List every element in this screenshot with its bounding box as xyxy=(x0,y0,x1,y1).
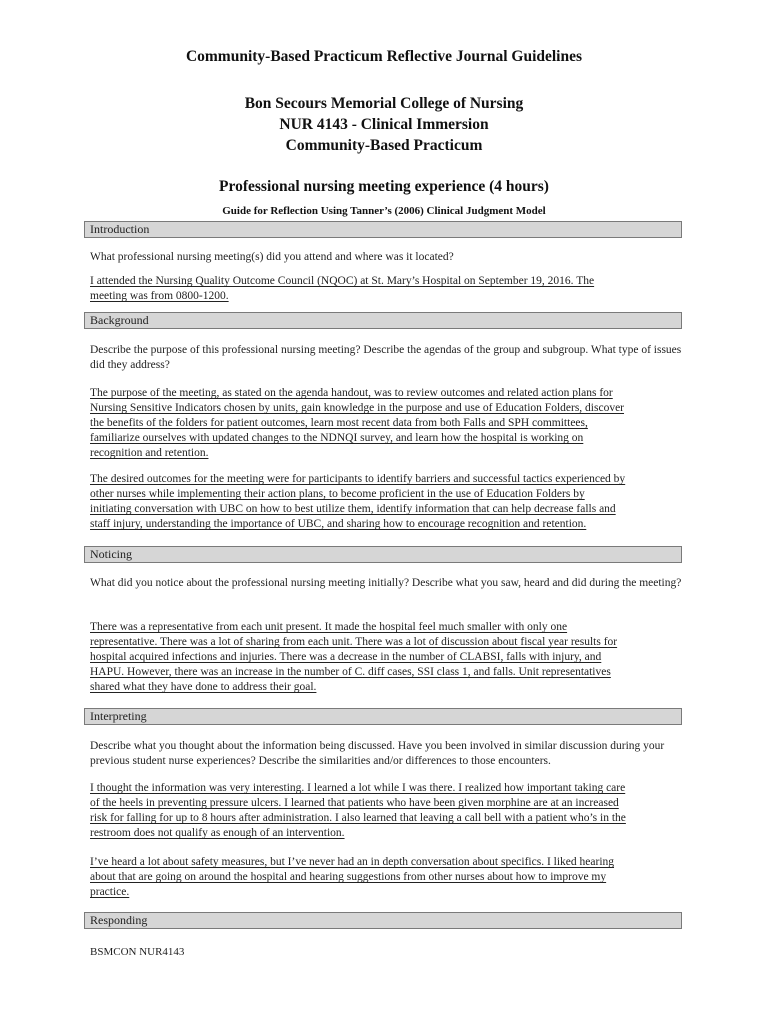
answer-line: other nurses while implementing their action plans, to become proficient in the use of Education Folders by xyxy=(90,488,585,500)
answer-line: shared what they have done to address their goal. xyxy=(90,681,317,693)
interpreting-answer-2 xyxy=(90,855,686,900)
answer-line: practice. xyxy=(90,886,130,898)
answer-line: of the heels in preventing pressure ulcers. I learned that patients who have been given morphine are at an increased xyxy=(90,797,619,809)
interpreting-question: Describe what you thought about the information being discussed. Have you been involved in similar discussion during your previous student nurse experiences? Describe the similarities and/or differences to those encounters. xyxy=(90,740,665,767)
answer-line: I attended the Nursing Quality Outcome Council (NQOC) at St. Mary’s Hospital on September 19, 2016. The xyxy=(90,275,595,287)
experience-title: Professional nursing meeting experience (4 hours) xyxy=(219,178,549,195)
answer-line: hospital acquired infections and injuries. There was a decrease in the number of CLABSI, falls with injury, and xyxy=(90,651,602,663)
noticing-answer xyxy=(90,620,686,695)
answer-line: restroom does not qualify as enough of an intervention. xyxy=(90,827,345,839)
introduction-answer xyxy=(90,274,686,304)
answer-line: I thought the information was very interesting. I learned a lot while I was there. I realized how important taking care xyxy=(90,782,626,794)
noticing-question: What did you notice about the professional nursing meeting initially? Describe what you saw, heard and did during the meeting? xyxy=(90,577,682,589)
answer-line: Nursing Sensitive Indicators chosen by units, gain knowledge in the purpose and use of Education Folders, discover xyxy=(90,402,625,414)
answer-line: meeting was from 0800-1200. xyxy=(90,290,229,302)
answer-line: I’ve heard a lot about safety measures, but I’ve never had an in depth conversation about specifics. I liked hearing xyxy=(90,856,615,868)
interpreting-answer-1 xyxy=(90,781,686,841)
page-footer: BSMCON NUR4143 xyxy=(90,946,185,958)
section-header-responding: Responding xyxy=(84,912,682,929)
answer-line: The purpose of the meeting, as stated on the agenda handout, was to review outcomes and related action plans for xyxy=(90,387,613,399)
answer-line: representative. There was a lot of sharing from each unit. There was a lot of discussion about fiscal year results for xyxy=(90,636,618,648)
section-header-noticing: Noticing xyxy=(84,546,682,563)
answer-line: the benefits of the folders for patient outcomes, learn most recent data from both Falls and SPH committees, xyxy=(90,417,588,429)
answer-line: There was a representative from each unit present. It made the hospital feel much smaller with only one xyxy=(90,621,568,633)
course-name: NUR 4143 - Clinical Immersion xyxy=(279,116,489,133)
answer-line: initiating conversation with UBC on how to best utilize them, identify information that can help decrease falls and xyxy=(90,503,616,515)
introduction-question: What professional nursing meeting(s) did you attend and where was it located? xyxy=(90,251,454,263)
background-question: Describe the purpose of this professional nursing meeting? Describe the agendas of the group and subgroup. What type of issues did they address? xyxy=(90,344,682,371)
main-title: Community-Based Practicum Reflective Journal Guidelines xyxy=(185,48,583,65)
answer-line: staff injury, understanding the importance of UBC, and sharing how to encourage recognition and retention. xyxy=(90,518,587,530)
practicum-name: Community-Based Practicum xyxy=(285,137,483,154)
section-header-interpreting: Interpreting xyxy=(84,708,682,725)
section-header-background: Background xyxy=(84,312,682,329)
answer-line: risk for falling for up to 8 hours after administration. I also learned that leaving a call bell with a patient who’s in the xyxy=(90,812,626,824)
background-answer-2 xyxy=(90,472,686,532)
answer-line: about that are going on around the hospital and hearing suggestions from other nurses about how to improve my xyxy=(90,871,607,883)
section-header-introduction: Introduction xyxy=(84,221,682,238)
college-name: Bon Secours Memorial College of Nursing xyxy=(244,95,524,112)
answer-line: The desired outcomes for the meeting were for participants to identify barriers and successful tactics experienced by xyxy=(90,473,626,485)
background-answer-1 xyxy=(90,386,686,461)
answer-line: familiarize ourselves with updated changes to the NDNQI survey, and learn how the hospital is working on xyxy=(90,432,584,444)
answer-line: recognition and retention. xyxy=(90,447,209,459)
guide-subtitle: Guide for Reflection Using Tanner’s (2006) Clinical Judgment Model xyxy=(222,205,546,217)
answer-line: HAPU. However, there was an increase in the number of C. diff cases, SSI class 1, and falls. Unit representatives xyxy=(90,666,611,678)
